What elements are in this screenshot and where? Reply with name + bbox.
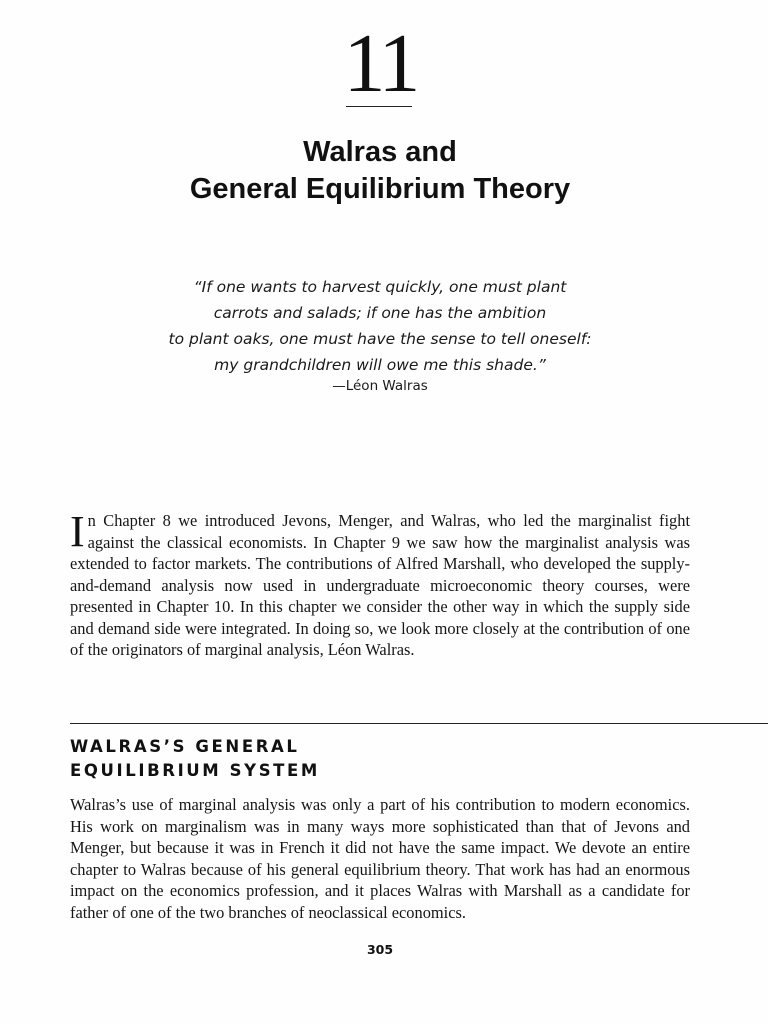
chapter-title (0, 134, 760, 208)
chapter-number-rule (346, 106, 412, 107)
epigraph-line: to plant oaks, one must have the sense to tell oneself: (168, 330, 592, 348)
page-number: 305 (366, 942, 394, 957)
drop-cap: I (70, 507, 85, 556)
chapter-title-line-1: Walras and (303, 136, 457, 168)
epigraph-line: carrots and salads; if one has the ambition (213, 304, 547, 322)
intro-paragraph (70, 507, 690, 661)
section-paragraph: Walras’s use of marginal analysis was only a part of his contribution to modern economics. His work on marginalism was in many ways more sophisticated than that of Jevons and Menger, but because it was in French it did not have the same impact. We devote an entire chapter to Walras because of his general equilibrium theory. That work has had an enormous impact on the economics profession, and it places Walras with Marshall as a candidate for father of one of the two branches of neoclassical economics. (70, 795, 690, 922)
intro-paragraph-text: n Chapter 8 we introduced Jevons, Menger, and Walras, who led the marginalist fight against the classical economists. In Chapter 9 we saw how the marginalist analysis was extended to factor markets. The contributions of Alfred Marshall, who developed the supply-and-demand analysis now used in undergraduate microeconomic theory courses, were presented in Chapter 10. In this chapter we consider the other way in which the supply side and demand side were integrated. In doing so, we look more closely at the contribution of one of the originators of marginal analysis, Léon Walras. (70, 511, 690, 659)
section-divider (70, 723, 768, 724)
section-heading (70, 735, 690, 783)
epigraph-attribution: —Léon Walras (332, 378, 428, 394)
chapter-number: 11 (343, 17, 417, 110)
section-heading-line-1: WALRAS’S GENERAL (70, 737, 300, 756)
chapter-title-line-2: General Equilibrium Theory (189, 173, 571, 205)
section-heading-line-2: EQUILIBRIUM SYSTEM (70, 761, 320, 780)
epigraph-quote (120, 274, 640, 378)
epigraph-line: my grandchildren will owe me this shade.” (214, 356, 546, 374)
epigraph-line: “If one wants to harvest quickly, one must plant (193, 278, 567, 296)
